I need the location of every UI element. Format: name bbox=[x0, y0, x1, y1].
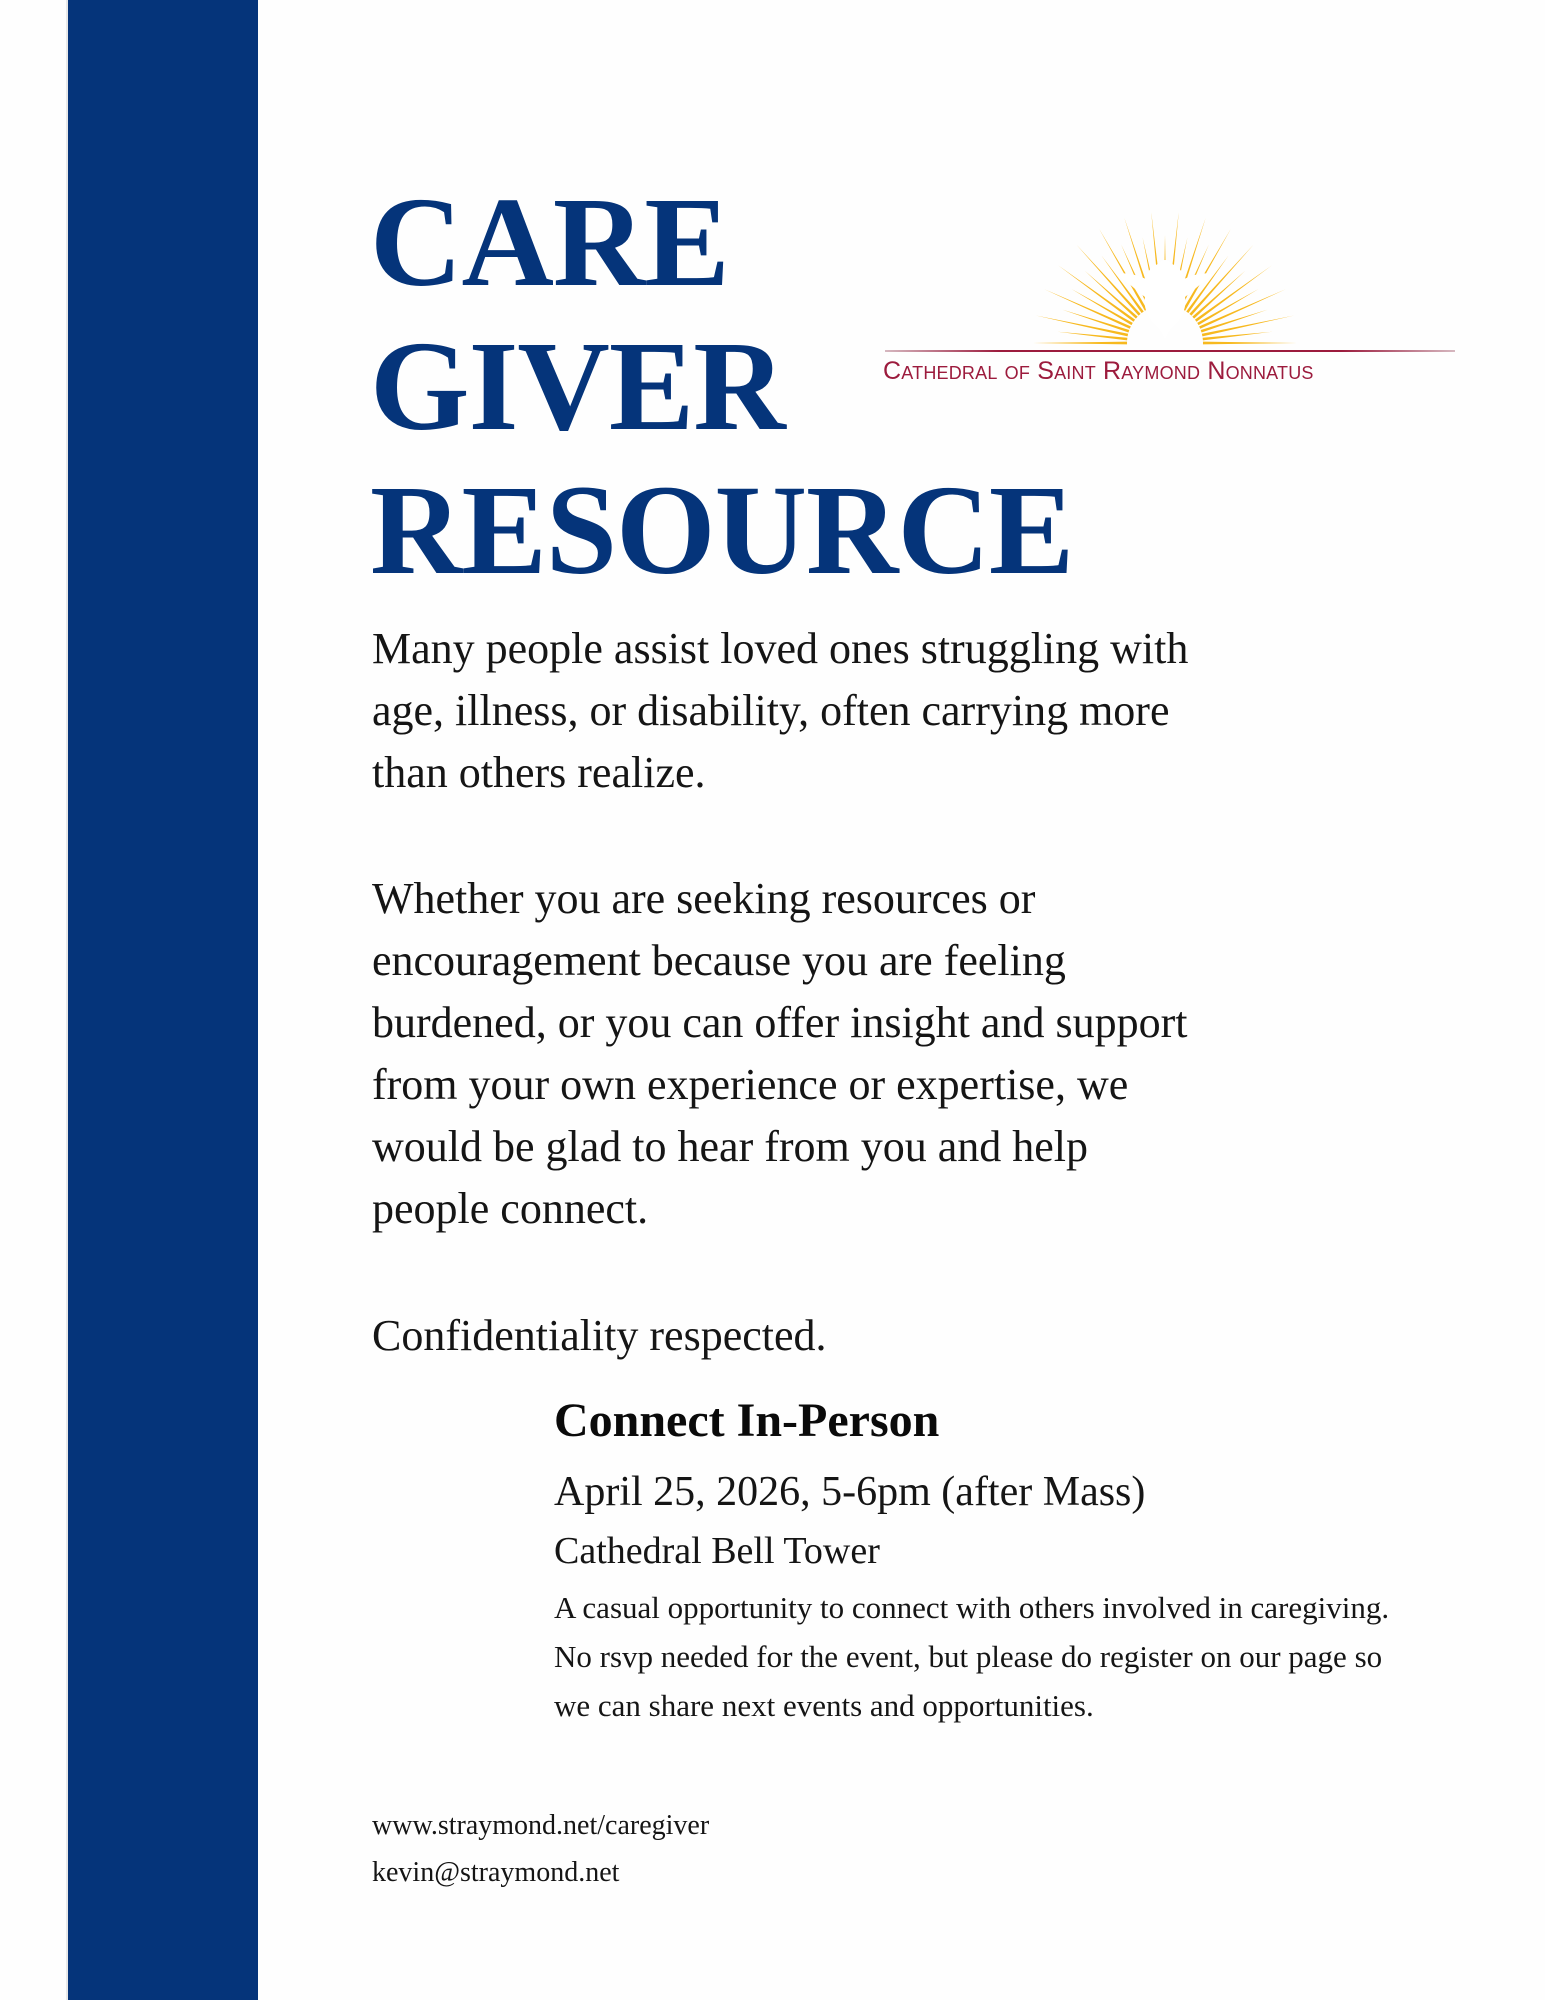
sun-ray bbox=[1183, 229, 1231, 311]
event-location: Cathedral Bell Tower bbox=[554, 1530, 880, 1572]
website-link[interactable]: www.straymond.net/caregiver bbox=[372, 1810, 710, 1841]
title-line-resource: RESOURCE bbox=[370, 459, 1074, 601]
seeking-paragraph: Whether you are seeking resources or encouragement because you are feeling burdened, or you can offer insight and support from your own experience or expertise, we would be glad to hear from you and help people connect. bbox=[372, 874, 1188, 1233]
connect-section bbox=[554, 1385, 1414, 1730]
title-line-care: CARE bbox=[370, 171, 729, 313]
sun-ray bbox=[1099, 229, 1147, 311]
intro-paragraph: Many people assist loved ones struggling with age, illness, or disability, often carrying more than others realize. bbox=[372, 624, 1189, 797]
logo-rule bbox=[885, 350, 1455, 352]
contact-info bbox=[372, 1802, 709, 1896]
connect-heading: Connect In-Person bbox=[554, 1394, 940, 1447]
sun-ray bbox=[1071, 289, 1132, 325]
logo-text: Cathedral of Saint Raymond Nonnatus bbox=[883, 357, 1314, 385]
sun-ray bbox=[1203, 342, 1297, 345]
event-description: A casual opportunity to connect with others involved in caregiving. No rsvp needed for the event, but please do register on our page so we can share next events and opportunities. bbox=[554, 1590, 1390, 1723]
title-line-giver: GIVER bbox=[370, 315, 785, 457]
confidentiality-paragraph: Confidentiality respected. bbox=[372, 1311, 827, 1360]
sunburst-dove-icon bbox=[1025, 205, 1305, 350]
sun-ray bbox=[1033, 342, 1127, 345]
cathedral-logo bbox=[875, 205, 1455, 395]
sun-ray bbox=[1197, 289, 1258, 325]
left-accent-bar bbox=[68, 0, 258, 2000]
email-link[interactable]: kevin@straymond.net bbox=[372, 1857, 620, 1888]
event-date: April 25, 2026, 5-6pm (after Mass) bbox=[554, 1469, 1146, 1515]
